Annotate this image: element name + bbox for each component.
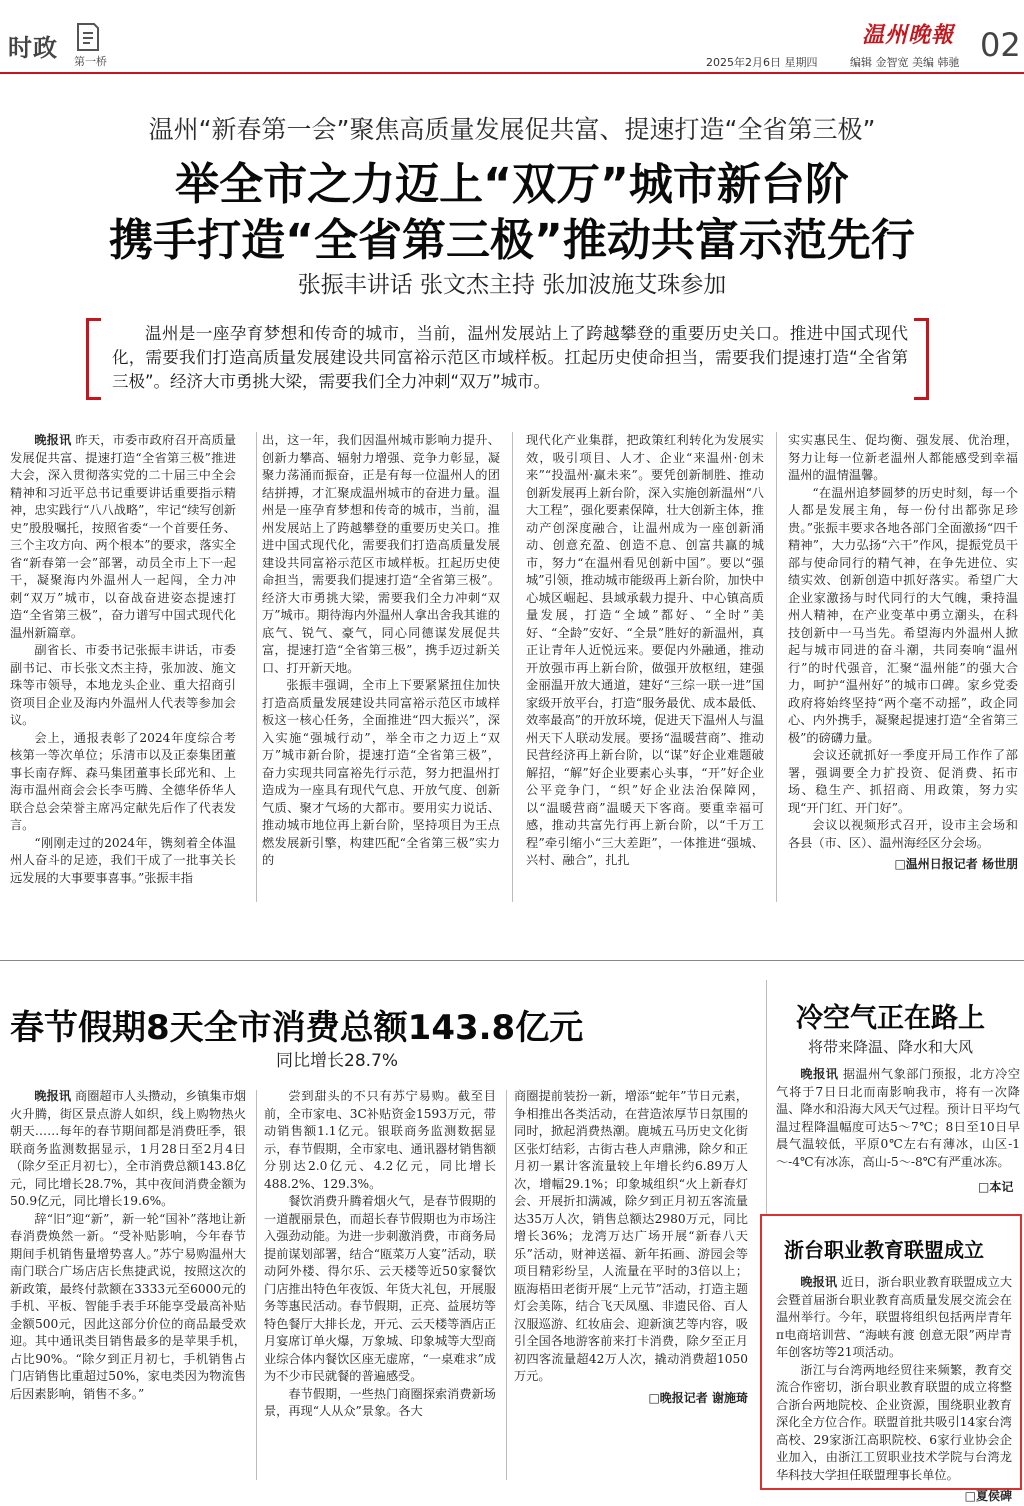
spring-tag: 晚报讯 [34,1089,72,1103]
editors-credit: 编辑 金智宽 美编 韩驰 [850,56,960,69]
lead-paragraph: 张振丰强调，全市上下要紧紧扭住加快打造高质量发展建设共同富裕示范区市域样板这一核心任务，全面推进“四大振兴”，深入实施“强城行动”，举全市之力迈上“双万”城市新台阶，提速打造“全省第三极”，奋力实现共同富裕先行示范，努力把温州打造成为一座具有现代气息、开放气度、创新气质、聚才气场的大都市。要用实力说话、推动城市地位再上新台阶，坚持项目为王点燃发展新引擎，构建匹配“全省第三极”实力的 [262,678,500,867]
masthead [0,0,1024,72]
lead-kicker: 温州“新春第一会”聚焦高质量发展促共富、提速打造“全省第三极” [148,115,876,144]
lead-paragraph: 昨天，市委市政府召开高质量发展促共富、提速打造“全省第三极”推进大会，深入贯彻落实党的二十届三中全会精神和习近平总书记重要讲话重要指示精神，忠实践行“八八战略”，牢记“续写创新史”殷殷嘱托，按照省委“一个首要任务、三个主攻方向、两个根本”的要求，落实全省“新春第一会”部署，动员全市上下一起干，凝聚海内外温州人一起闯，全力冲刺“双万”城市，以奋战奋进姿态提速打造“全省第三极”，奋力谱写中国式现代化温州新篇章。 [10,433,237,640]
page-number: 02 [980,26,1021,64]
summary-bracket-right [914,318,929,400]
cold-subhead: 将带来降温、降水和大风 [808,1038,974,1056]
lead-column-1 [10,432,236,902]
spring-column-2 [264,1088,496,1488]
lead-paragraph: 会议还就抓好一季度开局工作作了部署，强调要全力扩投资、促消费、拓市场、稳生产、抓招商、用政策，努力实现“开门红、开门好”。 [788,748,1018,815]
lead-subhead: 张振丰讲话 张文杰主持 张加波施艾珠参加 [297,272,727,298]
cold-headline: 冷空气正在路上 [796,1003,985,1034]
spring-column-1 [10,1088,246,1488]
vocational-byline: □夏侯碑 [964,1489,1012,1503]
lead-paragraph: 实实惠民生、促均衡、强发展、优治理，努力让每一位新老温州人都能感受到幸福温州的温情温馨。 [788,433,1018,482]
spring-column-3 [514,1088,748,1488]
vocational-tag: 晚报讯 [800,1275,838,1289]
section-name: 时政 [8,33,58,62]
summary-bracket-left [86,318,101,400]
cold-body [776,1066,1020,1194]
lead-column-3 [526,432,764,902]
lead-headline-1: 举全市之力迈上“双万”城市新台阶 [175,159,849,210]
masthead-divider [0,72,1024,74]
lead-paragraph: 会议以视频形式召开，设市主会场和各县（市、区）、温州海经区分会场。 [788,818,1018,850]
vocational-paragraph: 近日，浙台职业教育联盟成立大会暨首届浙台职业教育高质量发展交流会在温州举行。今年，联盟将组织包括两岸青年π电商培训营、“海峡有渡 创意无限”两岸青年创客坊等21项活动。 [776,1275,1013,1359]
document-icon [74,22,100,52]
spring-paragraph: 餐饮消费升腾着烟火气，是春节假期的一道靓丽景色，而超长春节假期也为市场注入强劲动能。为进一步刺激消费，市商务局提前谋划部署，结合“瓯菜万人宴”活动，联动阿外楼、得尔乐、云天楼等近50家餐饮门店推出特色年夜饭、年货大礼包，开展服务等惠民活动。春节假期，正亮、益展坊等特色餐厅大排长龙，开元、云天楼等酒店正月宴席订单火爆，万象城、印象城等大型商业综合体内餐饮区座无虚席，“一桌难求”成为不少市民就餐的普遍感受。 [264,1194,496,1383]
lead-paragraph: “刚刚走过的2024年，镌刻着全体温州人奋斗的足迹，我们干成了一批事关长远发展的大事要事喜事。”张振丰指 [10,835,236,885]
column-divider [256,1090,257,1480]
lead-tag: 晚报讯 [34,433,72,447]
lead-summary: 温州是一座孕育梦想和传奇的城市，当前，温州发展站上了跨越攀登的重要历史关口。推进中国式现代化，需要我们打造高质量发展建设共同富裕示范区市域样板。扛起历史使命担当，需要我们提速打造“全省第三极”。经济大市勇挑大梁，需要我们全力冲刺“双万”城市。 [112,324,908,391]
spring-paragraph: 商圈超市人头攒动，乡镇集市烟火升腾，街区景点游人如织，线上购物热火朝天……每年的春节期间都是消费旺季，银联商务监测数据显示，1月28日至2月4日（除夕至正月初七），全市消费总额143.8亿元，同比增长28.7%，其中夜间消费金额为50.9亿元，同比增长19.6%。 [10,1089,247,1208]
spring-paragraph: 尝到甜头的不只有苏宁易购。截至目前，全市家电、3C补贴资金1593万元，带动销售额1.1亿元。银联商务监测数据显示，春节假期，全市家电、通讯器材销售额分别达2.0亿元、4.2亿元，同比增长488.2%、129.3%。 [264,1089,496,1191]
lead-paragraph: 出，这一年，我们因温州城市影响力提升、创新力攀高、辐射力增强、竞争力彰显，凝聚力荡涌而振奋，正是有每一位温州人的团结拼搏，才汇聚成温州城市的奋进力量。温州是一座孕育梦想和传奇的城市，当前，温州发展站上了跨越攀登的重要历史关口。推进中国式现代化，需要我们打造高质量发展建设共同富裕示范区市域样板。扛起历史使命担当，需要我们提速打造“全省第三极”。经济大市勇挑大梁，需要我们全力冲刺“双万”城市。期待海内外温州人拿出舍我其谁的底气、锐气、豪气，同心同德谋发展促共富，提速打造“全省第三极”，携手迈过新关口、打开新天地。 [262,433,500,675]
vocational-paragraph: 浙江与台湾两地经贸往来频繁，教育交流合作密切，浙台职业教育联盟的成立将整合浙台两地院校、企业资源，围绕职业教育深化全方位合作。联盟首批共吸引14家台湾高校、29家浙江高职院校、6家行业协会企业加入，由浙江工贸职业技术学院与台湾龙华科技大学担任联盟理事长单位。 [776,1362,1012,1482]
column-divider [506,1090,507,1480]
lead-paragraph: 会上，通报表彰了2024年度综合考核第一等次单位；乐清市以及正泰集团董事长南存辉、森马集团董事长邱光和、上海市温州商会会长李丐腾、全德华侨华人联合总会荣誉主席冯定献先后作了代表发言。 [10,730,236,832]
column-divider [512,432,513,902]
cold-paragraph: 据温州气象部门预报，北方冷空气将于7日日北而南影响我市，将有一次降温、降水和沿海大风天气过程。预计日平均气温过程降温幅度可达5～7℃；8日至10日早晨气温较低，平原0℃左右有薄冰，山区-1～-4℃有冰冻，高山-5～-8℃有严重冰冻。 [776,1067,1021,1169]
lead-column-4 [788,432,1018,910]
lead-paragraph: 现代化产业集群，把政策红利转化为发展实效，吸引项目、人才、企业“来温州·创未来”“投温州·赢未来”。要凭创新制胜、推动创新发展再上新台阶，深入实施创新温州“八大工程”，强化要素保障，壮大创新主体，推动产创深度融合，让温州成为一座创新涌动、创意充盈、创造不息、创富共赢的城市，努力“在温州看见创新中国”。要以“强城”引领，推动城市能级再上新台阶，加快中心城区崛起、县域承载力提升、中心镇高质量发展，打造“全域”都好、“全时”美好、“全龄”安好、“全景”胜好的新温州，真正让青年人近悦远来。要促内外融通，推动开放强市再上新台阶，做强开放枢纽，建强金丽温开放大通道，建好“三综一联一进”国家级开放平台，打造“服务最优、成本最低、效率最高”的开放环境，促进天下温州人与温州天下人联动发展。要扬“温暖营商”、推动民营经济再上新台阶，以“谋”好企业难题破解招，“解”好企业要素心头事，“开”好企业公平竞争门，“织”好企业法治保障网，以“温暖营商”温暖天下客商。要重幸福可感，推动共富先行再上新台阶，以“千万工程”牵引缩小“三大差距”，一体推进“强城、兴村、融合”，扎扎 [526,433,764,867]
spring-headline: 春节假期8天全市消费总额143.8亿元 [10,1008,584,1048]
vocational-headline: 浙台职业教育联盟成立 [784,1238,984,1262]
column-divider [776,432,777,902]
spring-paragraph: 商圈提前装扮一新，增添“蛇年”节日元素，争相推出各类活动，在营造浓厚节日氛围的同时，掀起消费热潮。鹿城五马历史文化街区张灯结彩，古街古巷人声鼎沸，除夕和正月初一累计客流量较上年增长约6.89万人次，增幅29.1%；印象城组织“火上新春灯会、开展折扣满减，除夕到正月初五客流量达35万人次，销售总额达2980万元，同比增长36%；龙湾万达广场开展“新春八天乐”活动，财神送福、新年拓画、游园会等项目精彩纷呈，人流量在平时的3倍以上；瓯海梧田老街开展“上元节”活动，打造主题灯会美陈，结合飞天凤凰、非遗民俗、百人汉服巡游、红妆庙会、迎新演艺等内容，吸引全国各地游客前来打卡消费，除夕至正月初四客流量超42万人次，撬动消费超1050万元。 [514,1089,748,1383]
lead-byline: □温州日报记者 杨世朋 [894,857,1018,871]
column-divider [256,432,257,902]
lead-headline-2: 携手打造“全省第三极”推动共富示范先行 [109,215,915,266]
paper-logo: 温州晚報 [862,22,955,48]
vocational-body [776,1274,1013,1503]
lead-paragraph: “在温州追梦圆梦的历史时刻，每一个人都是发展主角，每一份付出都弥足珍贵。”张振丰要求各地各部门全面激扬“四千精神”，大力弘扬“六干”作风，提振党员干部与使命同行的精气神，在争先进位、实绩实效、创新创造中抓好落实。希望广大企业家激扬与时代同行的大气魄，秉持温州人精神，在产业变革中勇立潮头，在科技创新中一马当先。希望海内外温州人掀起与城市同进的奋斗潮，共同奏响“温州行”的时代强音，汇聚“温州能”的强大合力，呵护“温州好”的城市口碑。家乡党委政府将始终坚持“两个毫不动摇”，政企同心、内外携手，凝聚起提速打造“全省第三极”的磅礴力量。 [788,485,1018,745]
vocational-box [760,1214,1022,1503]
cold-byline: □本记 [978,1180,1014,1194]
spring-paragraph: 春节假期，一些热门商圈探索消费新场景，再现“人从众”景象。各大 [264,1386,496,1418]
section-divider [0,960,1024,961]
lead-paragraph: 副省长、市委书记张振丰讲话，市委副书记、市长张文杰主持，张加波、施文珠等市领导，本地龙头企业、重大招商引资项目企业及海内外温州人代表等参加会议。 [10,643,236,727]
subsection-name: 第一桥 [74,55,107,68]
lead-column-2 [262,432,500,902]
cold-tag: 晚报讯 [800,1067,839,1081]
issue-date: 2025年2月6日 星期四 [706,56,818,69]
spring-paragraph: 辞“旧”迎“新”，新一轮“国补”落地让新春消费焕然一新。“受补贴影响，今年春节期间手机销售量增势喜人。”苏宁易购温州大南门联合广场店店长焦捷武说，按照这次的新政策，最终付款额在3333元至6000元的手机、平板、智能手表手环能享受最高补贴金额500元，因此这部分价位的商品最受欢迎。其中通讯类目销售最多的是苹果手机，占比90%。“除夕到正月初七，手机销售占门店销售比重超过50%，家电类因为物流售后因素影响，销售不多。” [10,1211,246,1401]
spring-byline: □晚报记者 谢施琦 [648,1390,748,1405]
spring-subhead: 同比增长28.7% [276,1051,399,1071]
